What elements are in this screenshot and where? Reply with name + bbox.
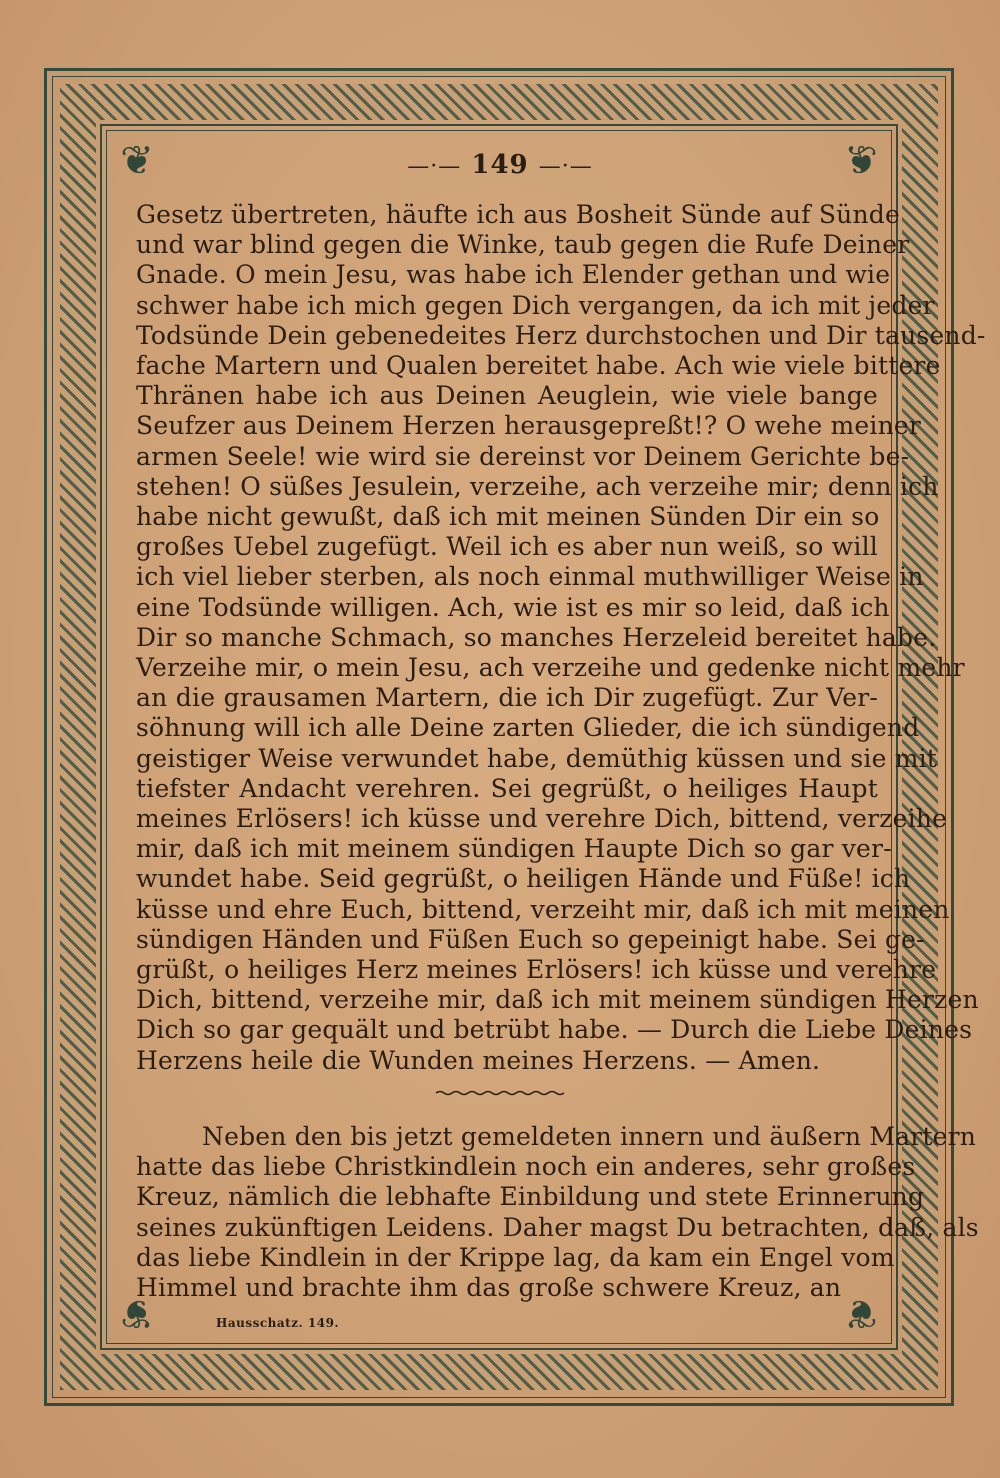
text-line: ich viel lieber sterben, als noch einmal muthwilliger Weise in bbox=[136, 562, 924, 592]
text-line: geistiger Weise verwundet habe, demüthig küssen und sie mit bbox=[136, 743, 938, 773]
text-line: Gnade. O mein Jesu, was habe ich Elender gethan und wie bbox=[136, 260, 891, 290]
text-line: Seufzer aus Deinem Herzen herausgepreßt!? O wehe meiner bbox=[136, 411, 922, 441]
page-number: 149 bbox=[471, 150, 529, 180]
text-line: an die grausamen Martern, die ich Dir zugefügt. Zur Ver- bbox=[136, 683, 878, 713]
text-line: schwer habe ich mich gegen Dich vergangen, da ich mit jeder bbox=[136, 290, 935, 320]
text-line: Dich, bittend, verzeihe mir, daß ich mit meinem sündigen Herzen bbox=[136, 985, 979, 1015]
header-ornament-left: —·— bbox=[407, 154, 462, 179]
text-line: Verzeihe mir, o mein Jesu, ach verzeihe und gedenke nicht mehr bbox=[136, 653, 965, 683]
text-line: eine Todsünde willigen. Ach, wie ist es mir so leid, daß ich bbox=[136, 592, 890, 622]
text-line: großes Uebel zugefügt. Weil ich es aber nun weiß, so will bbox=[136, 532, 878, 562]
text-line: und war blind gegen die Winke, taub gegen die Rufe Deiner bbox=[136, 230, 910, 260]
text-line: Thränen habe ich aus Deinen Aeuglein, wie viele bange bbox=[136, 381, 878, 411]
text-line: hatte das liebe Christkindlein noch ein anderes, sehr großes bbox=[136, 1152, 916, 1182]
text-line: Dich so gar gequält und betrübt habe. — Durch die Liebe Deines bbox=[136, 1015, 973, 1045]
text-line: armen Seele! wie wird sie dereinst vor Deinem Gerichte be- bbox=[136, 441, 910, 471]
printer-signature: Hausschatz. 149. bbox=[216, 1316, 340, 1330]
corner-ornament-icon: ❦ bbox=[844, 138, 878, 184]
text-line: tiefster Andacht verehren. Sei gegrüßt, o heiliges Haupt bbox=[136, 773, 878, 803]
text-line: habe nicht gewußt, daß ich mit meinen Sünden Dir ein so bbox=[136, 502, 880, 532]
text-line: söhnung will ich alle Deine zarten Glieder, die ich sündigend bbox=[136, 713, 920, 743]
paragraph-meditation bbox=[136, 1122, 979, 1303]
header-ornament-right: —·— bbox=[538, 154, 593, 179]
text-line: das liebe Kindlein in der Krippe lag, da kam ein Engel vom bbox=[136, 1242, 895, 1272]
text-line: seines zukünftigen Leidens. Daher magst Du betrachten, daß, als bbox=[136, 1212, 979, 1242]
corner-ornament-icon: ❦ bbox=[844, 1290, 878, 1336]
text-line: grüßt, o heiliges Herz meines Erlösers! ich küsse und verehre bbox=[136, 955, 937, 985]
section-divider bbox=[436, 1090, 564, 1096]
paragraph-prayer bbox=[136, 200, 986, 1076]
corner-ornament-icon: ❦ bbox=[120, 1290, 154, 1336]
text-line: meines Erlösers! ich küsse und verehre Dich, bittend, verzeihe bbox=[136, 804, 948, 834]
text-line: Gesetz übertreten, häufte ich aus Bosheit Sünde auf Sünde bbox=[136, 200, 900, 229]
text-line: stehen! O süßes Jesulein, verzeihe, ach verzeihe mir; denn ich bbox=[136, 471, 939, 501]
text-line: küsse und ehre Euch, bittend, verzeiht mir, daß ich mit meinen bbox=[136, 894, 950, 924]
text-line: sündigen Händen und Füßen Euch so gepeinigt habe. Sei ge- bbox=[136, 924, 925, 954]
text-line: Todsünde Dein gebenedeites Herz durchstochen und Dir tausend- bbox=[136, 320, 986, 350]
page-header bbox=[0, 150, 1000, 180]
corner-ornament-icon: ❦ bbox=[120, 138, 154, 184]
text-line: fache Martern und Qualen bereitet habe. Ach wie viele bittere bbox=[136, 351, 941, 381]
text-line: Dir so manche Schmach, so manches Herzeleid bereitet habe. bbox=[136, 622, 937, 652]
text-line: Kreuz, nämlich die lebhafte Einbildung und stete Erinnerung bbox=[136, 1182, 925, 1212]
text-line: Neben den bis jetzt gemeldeten innern und äußern Martern bbox=[202, 1122, 977, 1151]
text-line: Herzens heile die Wunden meines Herzens. — Amen. bbox=[136, 1045, 821, 1075]
text-line: wundet habe. Seid gegrüßt, o heiligen Hände und Füße! ich bbox=[136, 864, 911, 894]
text-line: Himmel und brachte ihm das große schwere Kreuz, an bbox=[136, 1273, 842, 1303]
text-line: mir, daß ich mit meinem sündigen Haupte Dich so gar ver- bbox=[136, 834, 892, 864]
